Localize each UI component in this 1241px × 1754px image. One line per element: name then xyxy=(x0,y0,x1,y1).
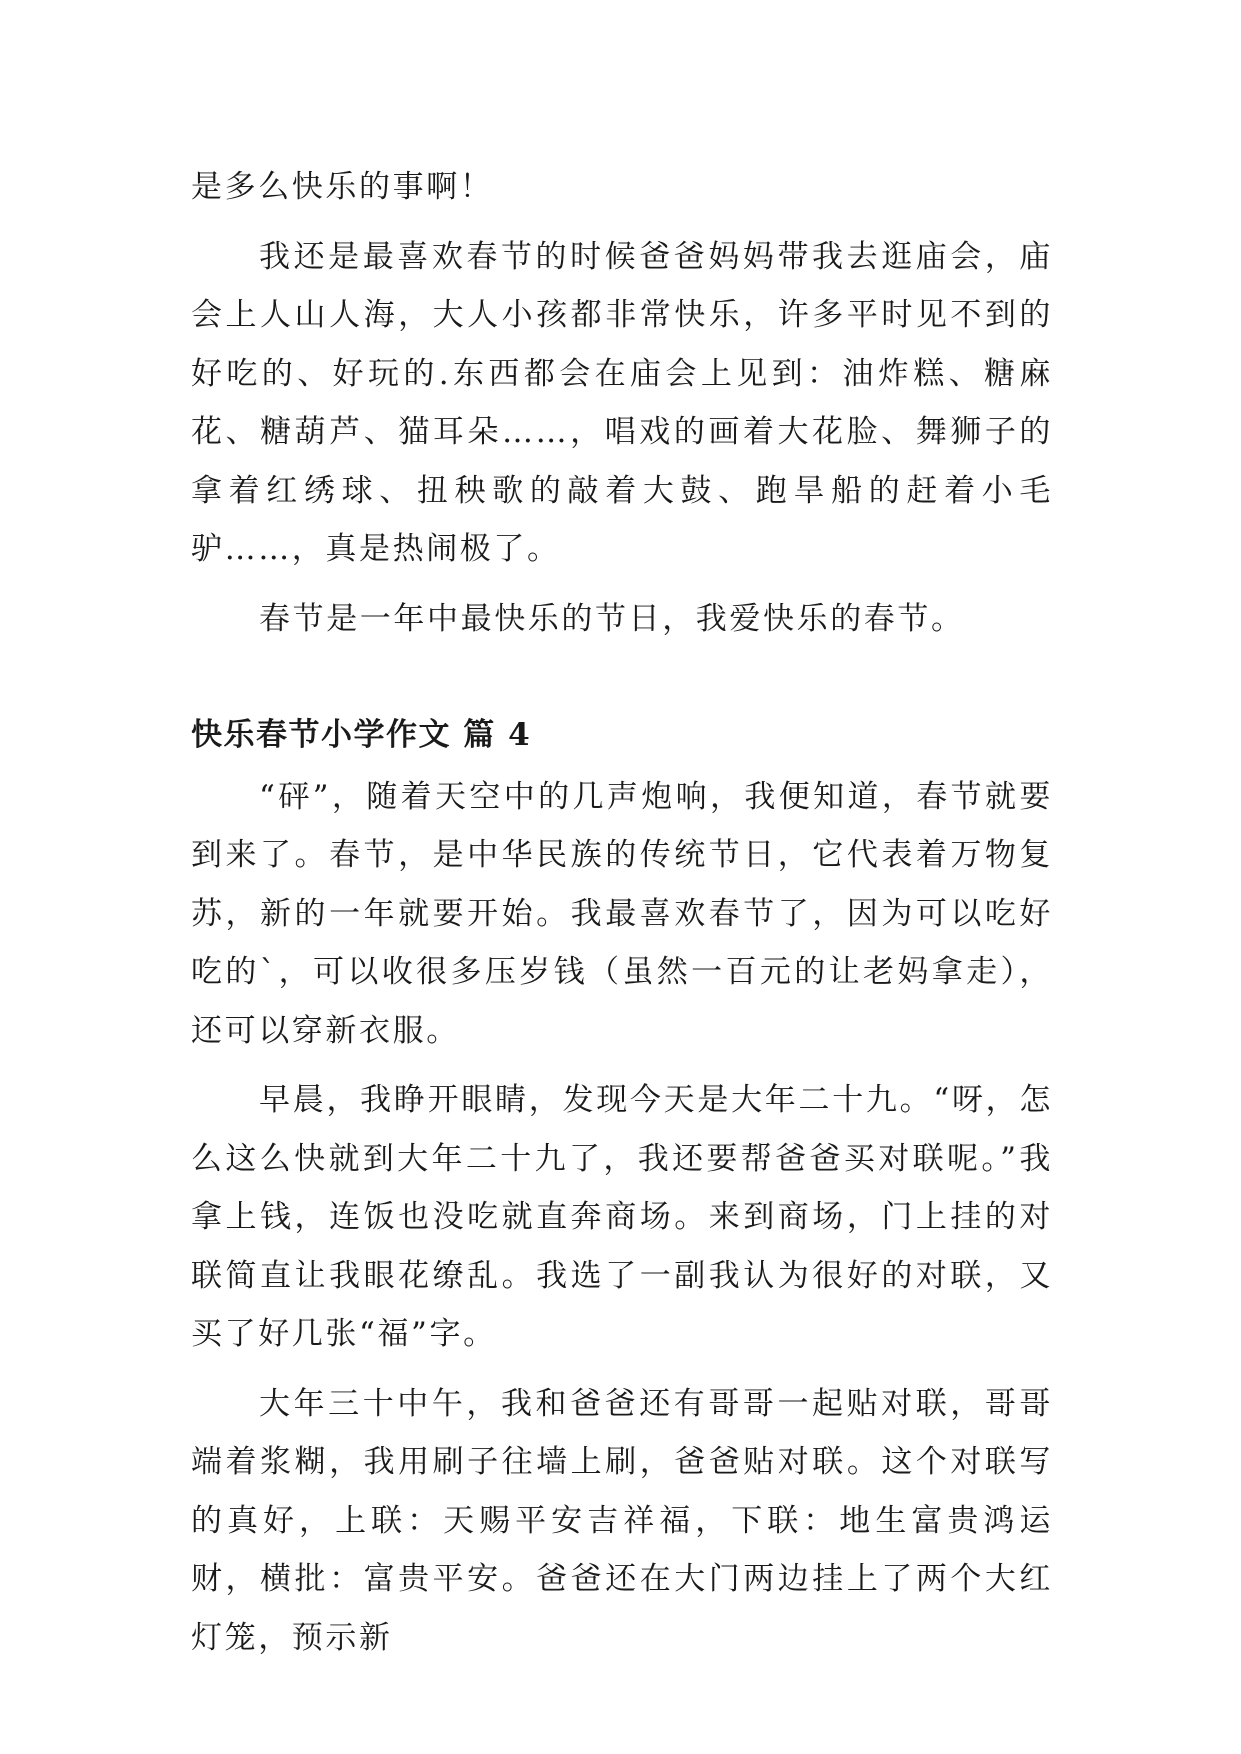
paragraph-conclusion: 春节是一年中最快乐的节日，我爱快乐的春节。 xyxy=(259,600,965,637)
document-body xyxy=(191,158,1053,1667)
section-gap xyxy=(191,648,1053,706)
paragraph-temple-fair: 我还是最喜欢春节的时候爸爸妈妈带我去逛庙会，庙会上人山人海，大人小孩都非常快乐，许多平时见不到的好吃的、好玩的.东西都会在庙会上见到：油炸糕、糖麻花、糖葫芦、猫耳朵……，唱戏的画着大花脸、舞狮子的拿着红绣球、扭秧歌的敲着大鼓、跑旱船的赶着小毛驴……，真是热闹极了。 xyxy=(191,238,1053,567)
paragraph-firecrackers: “砰”，随着天空中的几声炮响，我便知道，春节就要到来了。春节，是中华民族的传统节日，它代表着万物复苏，新的一年就要开始。我最喜欢春节了，因为可以吃好吃的`，可以收很多压岁钱（虽然一百元的让老妈拿走），还可以穿新衣服。 xyxy=(191,778,1053,1049)
paragraph-buying-couplets: 早晨，我睁开眼睛，发现今天是大年二十九。“呀，怎么这么快就到大年二十九了，我还要帮爸爸买对联呢。”我拿上钱，连饭也没吃就直奔商场。来到商场，门上挂的对联简直让我眼花缭乱。我选了一副我认为很好的对联，又买了好几张“福”字。 xyxy=(191,1082,1053,1352)
paragraph-continuation: 是多么快乐的事啊！ xyxy=(191,169,494,205)
paragraph-posting-couplets: 大年三十中午，我和爸爸还有哥哥一起贴对联，哥哥端着浆糊，我用刷子往墙上刷，爸爸贴对联。这个对联写的真好，上联：天赐平安吉祥福，下联：地生富贵鸿运财，横批：富贵平安。爸爸还在大门两边挂上了两个大红灯笼，预示新 xyxy=(191,1385,1053,1656)
section-heading: 快乐春节小学作文 篇 4 xyxy=(191,717,532,753)
